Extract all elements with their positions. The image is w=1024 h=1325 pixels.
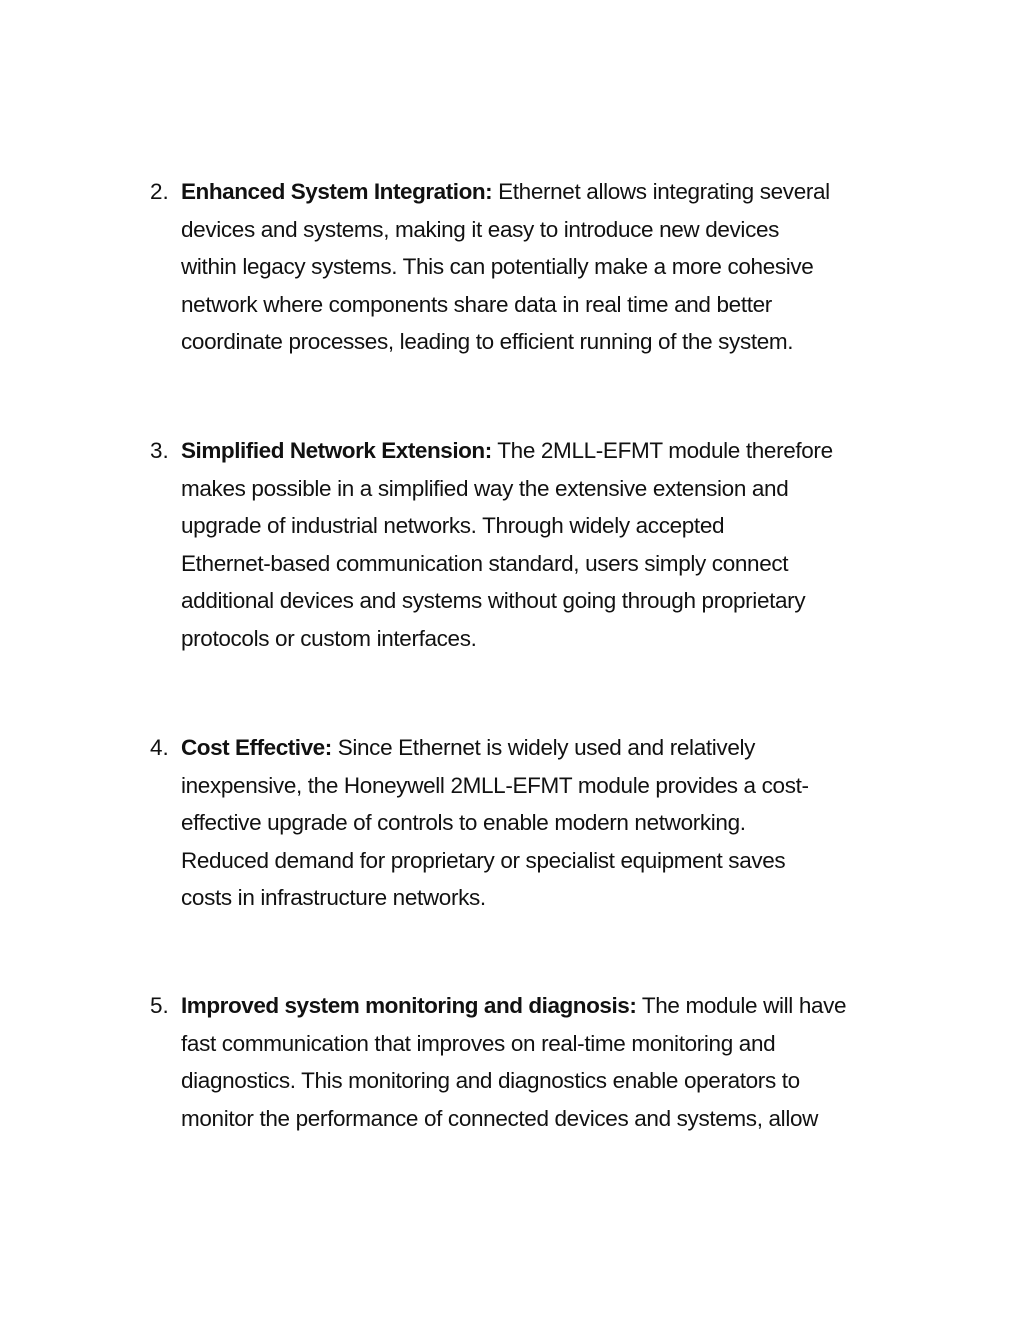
text-line: upgrade of industrial networks. Through widely accepted — [181, 513, 725, 538]
text-line: fast communication that improves on real-time monitoring and — [181, 1030, 776, 1056]
text-line: within legacy systems. This can potentially make a more cohesive — [181, 254, 814, 279]
text-line: inexpensive, the Honeywell 2MLL-EFMT module provides a cost- — [181, 772, 809, 798]
text-line: effective upgrade of controls to enable modern networking. — [181, 810, 746, 835]
text-line-rest: The module will have — [636, 993, 847, 1018]
text-line: costs in infrastructure networks. — [181, 885, 486, 910]
list-number: 3. — [150, 438, 169, 463]
text-line — [181, 432, 920, 470]
list-item-heading: Simplified Network Extension: — [181, 438, 492, 463]
text-line: diagnostics. This monitoring and diagnostics enable operators to — [181, 1068, 800, 1093]
list-number: 5. — [150, 993, 169, 1018]
list-number: 4. — [150, 735, 169, 760]
list-item-text — [181, 432, 920, 657]
text-line: Ethernet-based communication standard, users simply connect — [181, 550, 789, 576]
text-line: additional devices and systems without going through proprietary — [181, 588, 806, 613]
text-line: coordinate processes, leading to efficient running of the system. — [181, 329, 794, 354]
text-line — [181, 987, 920, 1025]
text-line — [181, 173, 920, 211]
list-item-cost-effective — [150, 729, 920, 917]
text-line-rest: Ethernet allows integrating several — [492, 179, 830, 204]
text-line: Reduced demand for proprietary or specialist equipment saves — [181, 847, 786, 873]
list-item-simplified-network-extension — [150, 432, 920, 657]
list-item-heading: Cost Effective: — [181, 735, 332, 760]
text-line: network where components share data in real time and better — [181, 291, 772, 317]
list-item-text — [181, 729, 920, 917]
text-line: makes possible in a simplified way the extensive extension and — [181, 475, 789, 501]
list-item-enhanced-system-integration — [150, 173, 920, 361]
list-item-text — [181, 987, 920, 1137]
list-item-text — [181, 173, 920, 361]
list-item-heading: Improved system monitoring and diagnosis: — [181, 993, 637, 1018]
text-line: monitor the performance of connected devices and systems, allow — [181, 1105, 819, 1131]
list-item-improved-system-monitoring — [150, 987, 920, 1137]
list-number: 2. — [150, 179, 169, 204]
text-line: protocols or custom interfaces. — [181, 625, 477, 651]
text-line — [181, 729, 920, 767]
list-item-heading: Enhanced System Integration: — [181, 179, 493, 204]
text-line: devices and systems, making it easy to introduce new devices — [181, 216, 780, 242]
text-line-rest: The 2MLL-EFMT module therefore — [491, 438, 833, 463]
text-line-rest: Since Ethernet is widely used and relatively — [331, 735, 756, 760]
